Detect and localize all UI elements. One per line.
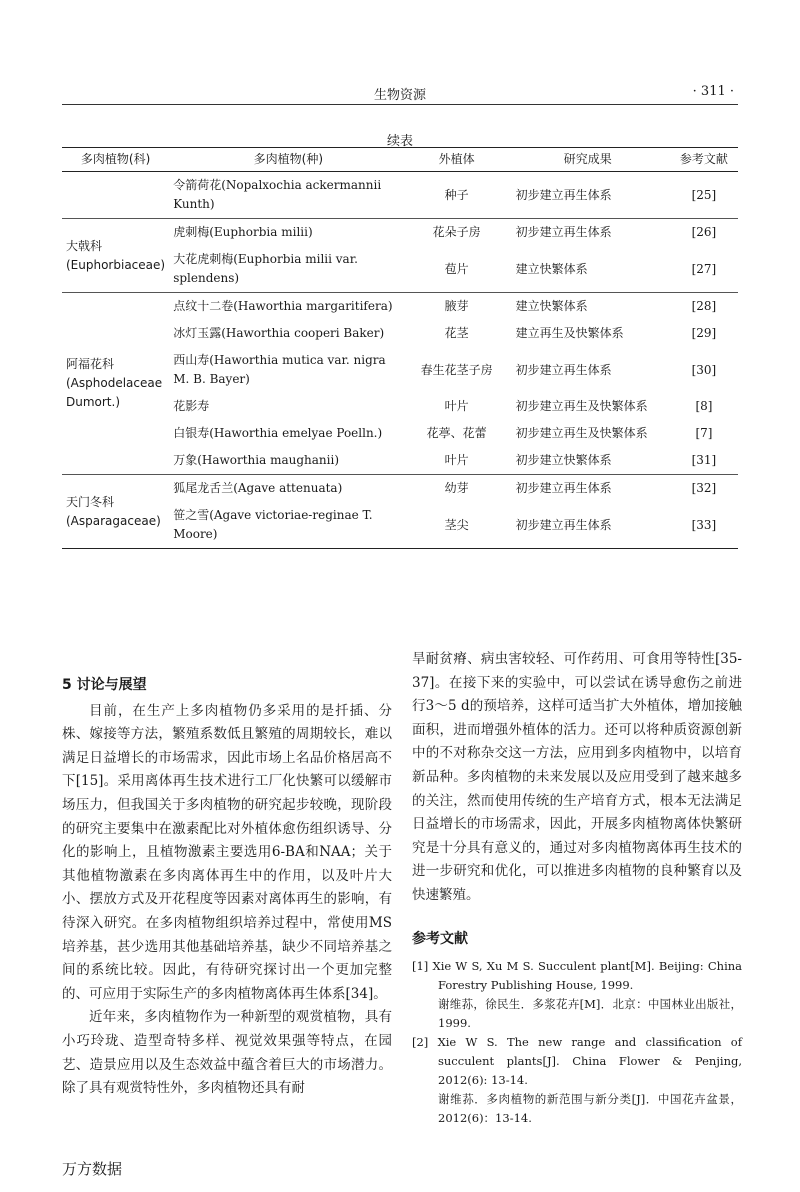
result-cell: 建立快繁体系 <box>515 299 588 313</box>
family-cell: 天门冬科 (Asparagaceae) <box>62 475 169 549</box>
result-cell: 初步建立再生体系 <box>515 481 612 495</box>
footer-watermark: 万方数据 <box>62 1160 123 1178</box>
explant-cell: 花朵子房 <box>432 225 481 239</box>
col-header-result: 研究成果 <box>506 148 670 172</box>
left-column <box>62 648 392 1101</box>
col-header-explant: 外植体 <box>408 148 506 172</box>
paragraph-3: 旱耐贫瘠、病虫害较轻、可作药用、可食用等特性[35-37]。在接下来的实验中，可以尝试在诱导愈伤之前进行3～5 d的预培养，这样可适当扩大外植体，增加接触面积，进而增强外植体的活力。还可以将种质资源创新中的不对称杂交这一方法，应用到多肉植物中，以培育新品种。多肉植物的未来发展以及应用受到了越来越多的关注，然而使用传统的生产培育方式，根本无法满足日益增长的市场需求，因此，开展多肉植物离体快繁研究是十分具有意义的，通过对多肉植物离体再生技术的进一步研究和优化，可以推进多肉植物的良种繁育以及快速繁殖。 <box>412 651 742 903</box>
reference-chinese: 谢维荪，徐民生．多浆花卉[M]．北京：中国林业出版社，1999. <box>438 997 742 1031</box>
reference-english: Xie W S, Xu M S. Succulent plant[M]. Beijing: China Forestry Publishing House, 1999. <box>432 959 743 993</box>
paragraph-1: 目前，在生产上多肉植物仍多采用的是扦插、分株、嫁接等方法，繁殖系数低且繁殖的周期较长，难以满足日益增长的市场需求，因此市场上名品价格居高不下[15]。采用离体再生技术进行工厂化快繁可以缓解市场压力，但我国关于多肉植物的研究起步较晚，现阶段的研究主要集中在激素配比对外植体愈伤组织诱导、分化的影响上，且植物激素主要选用6-BA和NAA；关于其他植物激素在多肉离体再生中的作用，以及叶片大小、摆放方式及开花程度等因素对离体再生的影响，有待深入研究。在多肉植物组织培养过程中，常使用MS培养基，甚少选用其他基础培养基，缺少不同培养基之间的系统比较。因此，有待研究探讨出一个更加完整的、可应用于实际生产的多肉植物离体再生体系[34]。 <box>62 702 392 1002</box>
ref-cell: [25] <box>670 172 738 219</box>
result-cell: 初步建立再生及快繁体系 <box>515 426 648 440</box>
page-number: · 311 · <box>692 84 734 99</box>
page-header <box>62 82 738 105</box>
result-cell: 建立快繁体系 <box>506 246 670 293</box>
result-cell: 初步建立再生体系 <box>506 172 670 219</box>
right-column <box>412 648 742 1128</box>
reference-item <box>412 957 742 1033</box>
family-cell <box>62 172 169 219</box>
reference-number: [1] <box>412 959 429 974</box>
reference-number: [2] <box>412 1035 429 1050</box>
species-cell: 令箭荷花(Nopalxochia ackermannii Kunth) <box>169 172 407 219</box>
col-header-ref: 参考文献 <box>670 148 738 172</box>
family-cell: 阿福花科 (Asphodelaceae Dumort.) <box>62 293 169 475</box>
table-caption: 续表 <box>386 134 413 149</box>
species-cell: 西山寿(Haworthia mutica var. nigra M. B. Bayer) <box>173 353 386 386</box>
ref-cell: [27] <box>670 246 738 293</box>
ref-cell: [33] <box>670 502 738 549</box>
references-title: 参考文献 <box>412 930 468 947</box>
ref-cell: [8] <box>695 399 713 413</box>
species-cell: 万象(Haworthia maughanii) <box>169 447 407 475</box>
ref-cell: [7] <box>695 426 713 440</box>
col-header-species: 多肉植物(种) <box>169 148 407 172</box>
section-title: 5 讨论与展望 <box>62 677 147 693</box>
result-cell: 初步建立再生及快繁体系 <box>515 399 648 413</box>
species-cell: 狐尾龙舌兰(Agave attenuata) <box>173 481 343 495</box>
explant-cell: 叶片 <box>408 447 506 475</box>
ref-cell: [28] <box>691 299 717 313</box>
result-cell: 初步建立再生体系 <box>515 362 612 377</box>
table-row <box>62 172 738 219</box>
result-cell: 建立再生及快繁体系 <box>515 326 624 340</box>
species-cell: 虎刺梅(Euphorbia milii) <box>173 225 313 239</box>
result-cell: 初步建立再生体系 <box>515 225 612 239</box>
table-row <box>62 293 738 321</box>
reference-item <box>412 1033 742 1128</box>
reference-chinese: 谢维荪．多肉植物的新范围与新分类[J]．中国花卉盆景，2012(6)：13-14. <box>438 1092 742 1126</box>
explant-cell: 腋芽 <box>444 299 469 313</box>
ref-cell: [26] <box>691 225 717 239</box>
ref-cell: [29] <box>691 326 717 340</box>
table-row <box>62 475 738 503</box>
explant-cell: 茎尖 <box>408 502 506 549</box>
paragraph-2: 近年来，多肉植物作为一种新型的观赏植物，具有小巧玲珑、造型奇特多样、视觉效果强等特点，在园艺、造景应用以及生态效益中蕴含着巨大的市场潜力。除了具有观赏特性外，多肉植物还具有耐 <box>62 1009 392 1097</box>
explant-cell: 春生花茎子房 <box>420 362 493 377</box>
table-row <box>62 219 738 247</box>
result-cell: 初步建立快繁体系 <box>506 447 670 475</box>
explant-cell: 苞片 <box>408 246 506 293</box>
journal-name: 生物资源 <box>373 88 426 103</box>
table-header-row <box>62 148 738 172</box>
reference-english: Xie W S. The new range and classification of succulent plants[J]. China Flower & Penjing, 2012(6): 13-14. <box>437 1035 742 1088</box>
ref-cell: [31] <box>670 447 738 475</box>
table-body <box>62 172 738 549</box>
family-cell: 大戟科 (Euphorbiaceae) <box>62 219 169 293</box>
result-cell: 初步建立再生体系 <box>506 502 670 549</box>
species-cell: 白银寿(Haworthia emelyae Poelln.) <box>173 426 383 440</box>
ref-cell: [30] <box>691 362 717 377</box>
explant-cell: 花茎 <box>444 326 469 340</box>
explant-cell: 种子 <box>408 172 506 219</box>
col-header-family: 多肉植物(科) <box>62 148 169 172</box>
species-cell: 冰灯玉露(Haworthia cooperi Baker) <box>173 326 385 340</box>
species-cell: 大花虎刺梅(Euphorbia milii var. splendens) <box>169 246 407 293</box>
ref-cell: [32] <box>691 481 717 495</box>
explant-cell: 叶片 <box>444 399 469 413</box>
species-cell: 点纹十二卷(Haworthia margaritifera) <box>173 299 393 313</box>
species-cell: 花影寿 <box>173 399 210 413</box>
explant-cell: 幼芽 <box>444 481 469 495</box>
data-table <box>62 147 738 549</box>
explant-cell: 花葶、花蕾 <box>426 426 487 440</box>
references-list <box>412 957 742 1128</box>
species-cell: 笹之雪(Agave victoriae-reginae T. Moore) <box>169 502 407 549</box>
